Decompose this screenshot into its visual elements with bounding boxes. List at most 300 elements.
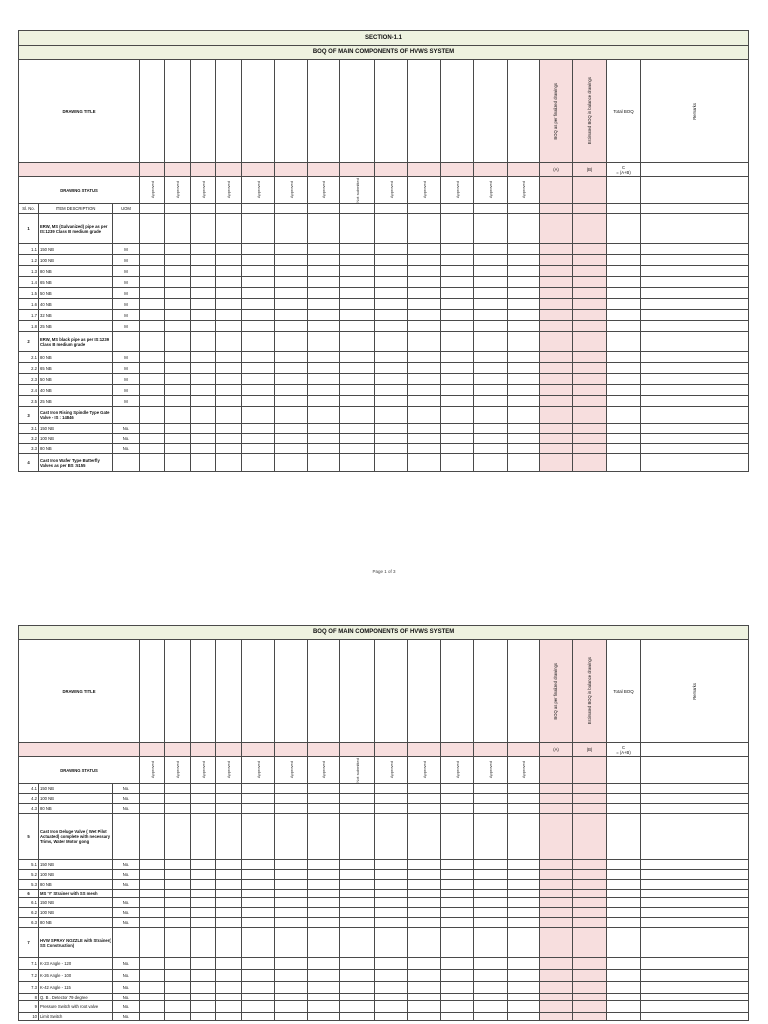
row-boq-b-cell	[573, 255, 607, 266]
row-qty-cell	[474, 363, 508, 374]
row-qty-cell	[375, 352, 408, 363]
row-qty-cell	[191, 310, 216, 321]
drawing-title-cell	[375, 640, 408, 743]
row-qty-cell	[191, 958, 216, 970]
row-qty-cell	[275, 890, 308, 898]
row-qty-cell	[165, 363, 191, 374]
row-qty-cell	[508, 255, 540, 266]
blank-pink-cell	[573, 204, 607, 214]
row-remarks-cell	[641, 994, 749, 1001]
table-row	[19, 266, 749, 277]
drawing-title-cell	[508, 640, 540, 743]
row-qty-cell	[408, 444, 441, 454]
row-qty-cell	[275, 396, 308, 407]
row-qty-cell	[275, 814, 308, 860]
row-sl-no: 1.1	[19, 244, 39, 255]
row-qty-cell	[165, 982, 191, 994]
blank-pink-cell	[540, 177, 573, 204]
drawing-status-cell	[308, 177, 340, 204]
drawing-title-cell	[275, 640, 308, 743]
row-boq-a-cell	[540, 352, 573, 363]
blank-cell	[375, 204, 408, 214]
table-title: BOQ OF MAIN COMPONENTS OF HVWS SYSTEM	[19, 626, 749, 640]
row-qty-cell	[340, 385, 375, 396]
row-qty-cell	[441, 898, 474, 908]
row-qty-cell	[375, 870, 408, 880]
row-remarks-cell	[641, 1001, 749, 1013]
row-remarks-cell	[641, 310, 749, 321]
row-remarks-cell	[641, 860, 749, 870]
row-boq-b-cell	[573, 299, 607, 310]
blank-cell	[641, 204, 749, 214]
row-sl-no: 4	[19, 454, 39, 472]
row-qty-cell	[308, 363, 340, 374]
row-qty-cell	[375, 982, 408, 994]
row-qty-cell	[408, 310, 441, 321]
row-qty-cell	[508, 277, 540, 288]
blank-cell	[641, 757, 749, 784]
row-qty-cell	[308, 898, 340, 908]
row-boq-a-cell	[540, 784, 573, 794]
row-sl-no: 2.3	[19, 374, 39, 385]
row-qty-cell	[375, 310, 408, 321]
row-sl-no: 3.2	[19, 434, 39, 444]
row-qty-cell	[308, 860, 340, 870]
row-qty-cell	[242, 332, 275, 352]
row-boq-b-cell	[573, 870, 607, 880]
blank-pink-cell	[140, 163, 165, 177]
row-qty-cell	[191, 255, 216, 266]
row-qty-cell	[375, 804, 408, 814]
row-boq-b-cell	[573, 794, 607, 804]
row-qty-cell	[216, 321, 242, 332]
row-qty-cell	[375, 214, 408, 244]
drawing-title-cell	[165, 60, 191, 163]
drawing-title-cell	[340, 60, 375, 163]
row-qty-cell	[216, 288, 242, 299]
blank-cell	[340, 204, 375, 214]
row-remarks-cell	[641, 299, 749, 310]
row-sl-no: 3	[19, 407, 39, 424]
row-qty-cell	[308, 958, 340, 970]
drawing-title-cell	[375, 60, 408, 163]
row-qty-cell	[242, 255, 275, 266]
row-sl-no: 10	[19, 1013, 39, 1021]
drawing-title-label: DRAWING TITLE	[19, 60, 140, 163]
drawing-title-cell	[408, 640, 441, 743]
row-qty-cell	[140, 385, 165, 396]
row-qty-cell	[165, 374, 191, 385]
row-qty-cell	[441, 244, 474, 255]
estimated-boq-header	[573, 60, 607, 163]
row-sl-no: 1.4	[19, 277, 39, 288]
row-sl-no: 7	[19, 928, 39, 958]
row-qty-cell	[140, 898, 165, 908]
row-qty-cell	[242, 321, 275, 332]
row-qty-cell	[441, 982, 474, 994]
drawing-status-value: Approved	[149, 181, 155, 199]
row-qty-cell	[275, 434, 308, 444]
row-qty-cell	[508, 970, 540, 982]
row-qty-cell	[441, 321, 474, 332]
row-qty-cell	[408, 277, 441, 288]
row-remarks-cell	[641, 918, 749, 928]
blank-pink-cell	[191, 163, 216, 177]
row-remarks-cell	[641, 784, 749, 794]
row-qty-cell	[216, 928, 242, 958]
blank-pink-cell	[275, 163, 308, 177]
drawing-status-value: Approved	[521, 761, 526, 779]
drawing-status-value: Approved	[521, 181, 526, 199]
row-qty-cell	[340, 958, 375, 970]
drawing-title-cell	[441, 60, 474, 163]
row-qty-cell	[441, 860, 474, 870]
row-boq-a-cell	[540, 918, 573, 928]
table-row	[19, 332, 749, 352]
row-qty-cell	[140, 244, 165, 255]
drawing-status-cell	[340, 757, 375, 784]
row-boq-b-cell	[573, 908, 607, 918]
row-qty-cell	[275, 299, 308, 310]
table-row	[19, 928, 749, 958]
row-qty-cell	[308, 374, 340, 385]
total-boq-header: Total BOQ	[607, 640, 641, 743]
row-total-cell	[607, 385, 641, 396]
row-qty-cell	[408, 288, 441, 299]
row-qty-cell	[340, 794, 375, 804]
table-row	[19, 277, 749, 288]
row-qty-cell	[165, 928, 191, 958]
row-item-description: 25 NB	[39, 396, 113, 407]
row-total-cell	[607, 804, 641, 814]
row-total-cell	[607, 454, 641, 472]
row-qty-cell	[308, 288, 340, 299]
row-sl-no: 1.8	[19, 321, 39, 332]
row-sl-no: 2.2	[19, 363, 39, 374]
row-qty-cell	[165, 321, 191, 332]
row-qty-cell	[340, 310, 375, 321]
row-item-description: 25 NB	[39, 321, 113, 332]
row-total-cell	[607, 814, 641, 860]
row-boq-a-cell	[540, 321, 573, 332]
row-boq-b-cell	[573, 407, 607, 424]
table-row	[19, 970, 749, 982]
row-remarks-cell	[641, 880, 749, 890]
row-qty-cell	[216, 970, 242, 982]
row-qty-cell	[216, 994, 242, 1001]
row-total-cell	[607, 424, 641, 434]
row-qty-cell	[275, 255, 308, 266]
row-qty-cell	[474, 958, 508, 970]
row-qty-cell	[165, 454, 191, 472]
row-qty-cell	[340, 266, 375, 277]
row-uom: No.	[113, 434, 140, 444]
row-item-description: 150 NB	[39, 784, 113, 794]
row-qty-cell	[340, 434, 375, 444]
row-total-cell	[607, 870, 641, 880]
row-boq-a-cell	[540, 958, 573, 970]
row-sl-no: 6.3	[19, 918, 39, 928]
drawing-status-cell	[165, 757, 191, 784]
row-qty-cell	[441, 1013, 474, 1021]
row-qty-cell	[408, 454, 441, 472]
row-qty-cell	[165, 299, 191, 310]
table-row	[19, 310, 749, 321]
drawing-status-cell	[275, 757, 308, 784]
row-remarks-cell	[641, 277, 749, 288]
row-qty-cell	[216, 1013, 242, 1021]
row-qty-cell	[308, 804, 340, 814]
row-qty-cell	[275, 310, 308, 321]
drawing-status-label: DRAWING STATUS	[19, 757, 140, 784]
row-qty-cell	[275, 1001, 308, 1013]
row-boq-a-cell	[540, 928, 573, 958]
row-qty-cell	[375, 958, 408, 970]
row-qty-cell	[508, 928, 540, 958]
row-item-description: 100 NB	[39, 908, 113, 918]
drawing-status-value: Approved	[200, 761, 206, 779]
row-qty-cell	[375, 407, 408, 424]
drawing-status-value: Approved	[226, 761, 231, 779]
row-qty-cell	[340, 908, 375, 918]
row-boq-b-cell	[573, 970, 607, 982]
row-boq-a-cell	[540, 804, 573, 814]
row-remarks-cell	[641, 374, 749, 385]
drawing-status-cell	[508, 757, 540, 784]
row-uom: M	[113, 299, 140, 310]
row-boq-b-cell	[573, 880, 607, 890]
row-total-cell	[607, 352, 641, 363]
row-qty-cell	[191, 363, 216, 374]
row-boq-b-cell	[573, 374, 607, 385]
row-qty-cell	[375, 444, 408, 454]
row-qty-cell	[375, 880, 408, 890]
row-boq-b-cell	[573, 352, 607, 363]
row-remarks-cell	[641, 444, 749, 454]
row-boq-b-cell	[573, 860, 607, 870]
row-qty-cell	[474, 424, 508, 434]
row-qty-cell	[191, 288, 216, 299]
row-qty-cell	[140, 363, 165, 374]
drawing-title-cell	[308, 60, 340, 163]
row-qty-cell	[275, 860, 308, 870]
row-qty-cell	[508, 898, 540, 908]
row-qty-cell	[375, 244, 408, 255]
row-qty-cell	[191, 804, 216, 814]
row-uom: No.	[113, 982, 140, 994]
row-qty-cell	[375, 277, 408, 288]
drawing-status-cell	[275, 177, 308, 204]
row-qty-cell	[474, 352, 508, 363]
row-qty-cell	[508, 890, 540, 898]
row-sl-no: 1.5	[19, 288, 39, 299]
row-qty-cell	[165, 784, 191, 794]
blank-cell	[308, 204, 340, 214]
row-qty-cell	[191, 860, 216, 870]
row-total-cell	[607, 970, 641, 982]
table-row	[19, 363, 749, 374]
col-c-letter: C	[621, 164, 626, 170]
row-remarks-cell	[641, 804, 749, 814]
row-qty-cell	[191, 870, 216, 880]
row-uom: No.	[113, 444, 140, 454]
row-sl-no: 4.1	[19, 784, 39, 794]
row-boq-a-cell	[540, 255, 573, 266]
row-qty-cell	[216, 1001, 242, 1013]
page-1-sheet	[18, 30, 748, 472]
drawing-status-cell	[242, 757, 275, 784]
row-qty-cell	[216, 890, 242, 898]
table-row	[19, 321, 749, 332]
row-qty-cell	[340, 870, 375, 880]
row-qty-cell	[508, 1001, 540, 1013]
row-qty-cell	[308, 214, 340, 244]
drawing-status-cell	[140, 757, 165, 784]
row-total-cell	[607, 794, 641, 804]
row-item-description: 65 NB	[39, 363, 113, 374]
row-item-description: 150 NB	[39, 424, 113, 434]
row-qty-cell	[308, 1001, 340, 1013]
row-total-cell	[607, 214, 641, 244]
estimated-boq-label: Estimated BOQ in balance drawings	[586, 657, 592, 725]
row-qty-cell	[308, 444, 340, 454]
row-qty-cell	[165, 958, 191, 970]
row-sl-no: 1.2	[19, 255, 39, 266]
table-row	[19, 804, 749, 814]
row-qty-cell	[508, 396, 540, 407]
row-qty-cell	[275, 288, 308, 299]
row-qty-cell	[508, 288, 540, 299]
row-qty-cell	[340, 444, 375, 454]
row-qty-cell	[275, 994, 308, 1001]
row-qty-cell	[441, 385, 474, 396]
row-remarks-cell	[641, 266, 749, 277]
row-qty-cell	[242, 434, 275, 444]
row-qty-cell	[191, 385, 216, 396]
drawing-title-cell	[242, 640, 275, 743]
row-qty-cell	[242, 214, 275, 244]
row-qty-cell	[216, 407, 242, 424]
estimated-boq-label: Estimated BOQ in balance drawings	[586, 77, 592, 145]
table-row	[19, 958, 749, 970]
table-row	[19, 918, 749, 928]
row-boq-a-cell	[540, 266, 573, 277]
row-item-description: MS 'Y' Strainer with SS mesh	[39, 890, 113, 898]
row-boq-a-cell	[540, 444, 573, 454]
row-boq-a-cell	[540, 908, 573, 918]
blank-pink-cell	[340, 163, 375, 177]
estimated-boq-header	[573, 640, 607, 743]
table-row	[19, 994, 749, 1001]
row-total-cell	[607, 994, 641, 1001]
row-qty-cell	[441, 352, 474, 363]
row-qty-cell	[191, 928, 216, 958]
row-qty-cell	[191, 1013, 216, 1021]
row-qty-cell	[165, 444, 191, 454]
row-qty-cell	[140, 908, 165, 918]
row-qty-cell	[216, 958, 242, 970]
row-qty-cell	[474, 434, 508, 444]
row-qty-cell	[140, 970, 165, 982]
row-qty-cell	[165, 994, 191, 1001]
row-qty-cell	[474, 970, 508, 982]
row-qty-cell	[165, 890, 191, 898]
page-footer: Page 1 of 3	[372, 569, 396, 574]
row-uom: No.	[113, 794, 140, 804]
row-qty-cell	[408, 352, 441, 363]
row-qty-cell	[165, 266, 191, 277]
blank-cell	[474, 204, 508, 214]
row-qty-cell	[375, 255, 408, 266]
row-qty-cell	[375, 918, 408, 928]
row-uom: M	[113, 266, 140, 277]
row-boq-a-cell	[540, 434, 573, 444]
table-row	[19, 299, 749, 310]
row-total-cell	[607, 860, 641, 870]
row-qty-cell	[191, 321, 216, 332]
row-qty-cell	[216, 918, 242, 928]
row-sl-no: 7.1	[19, 958, 39, 970]
row-qty-cell	[140, 994, 165, 1001]
row-qty-cell	[408, 1013, 441, 1021]
table-row	[19, 424, 749, 434]
row-qty-cell	[216, 814, 242, 860]
row-qty-cell	[275, 928, 308, 958]
row-uom: M	[113, 288, 140, 299]
row-qty-cell	[340, 928, 375, 958]
row-total-cell	[607, 374, 641, 385]
row-qty-cell	[308, 880, 340, 890]
row-qty-cell	[242, 870, 275, 880]
row-qty-cell	[140, 277, 165, 288]
row-qty-cell	[275, 898, 308, 908]
row-qty-cell	[216, 434, 242, 444]
blank-pink-cell	[408, 743, 441, 757]
row-total-cell	[607, 434, 641, 444]
row-qty-cell	[375, 898, 408, 908]
table-row	[19, 255, 749, 266]
row-boq-a-cell	[540, 794, 573, 804]
row-uom: No.	[113, 870, 140, 880]
drawing-status-cell	[474, 177, 508, 204]
row-remarks-cell	[641, 321, 749, 332]
row-item-description: 100 NB	[39, 255, 113, 266]
row-qty-cell	[165, 310, 191, 321]
row-qty-cell	[308, 1013, 340, 1021]
row-qty-cell	[441, 288, 474, 299]
row-qty-cell	[275, 407, 308, 424]
row-qty-cell	[474, 928, 508, 958]
row-qty-cell	[375, 288, 408, 299]
row-qty-cell	[408, 1001, 441, 1013]
row-qty-cell	[508, 321, 540, 332]
row-qty-cell	[375, 454, 408, 472]
row-qty-cell	[242, 352, 275, 363]
table-row	[19, 908, 749, 918]
row-qty-cell	[140, 860, 165, 870]
drawing-status-value: Approved	[388, 761, 394, 779]
row-qty-cell	[191, 244, 216, 255]
blank-cell	[275, 204, 308, 214]
row-qty-cell	[275, 444, 308, 454]
row-qty-cell	[191, 277, 216, 288]
row-qty-cell	[441, 277, 474, 288]
row-boq-b-cell	[573, 804, 607, 814]
row-qty-cell	[375, 396, 408, 407]
row-qty-cell	[340, 424, 375, 434]
blank-pink-cell	[441, 743, 474, 757]
row-total-cell	[607, 299, 641, 310]
